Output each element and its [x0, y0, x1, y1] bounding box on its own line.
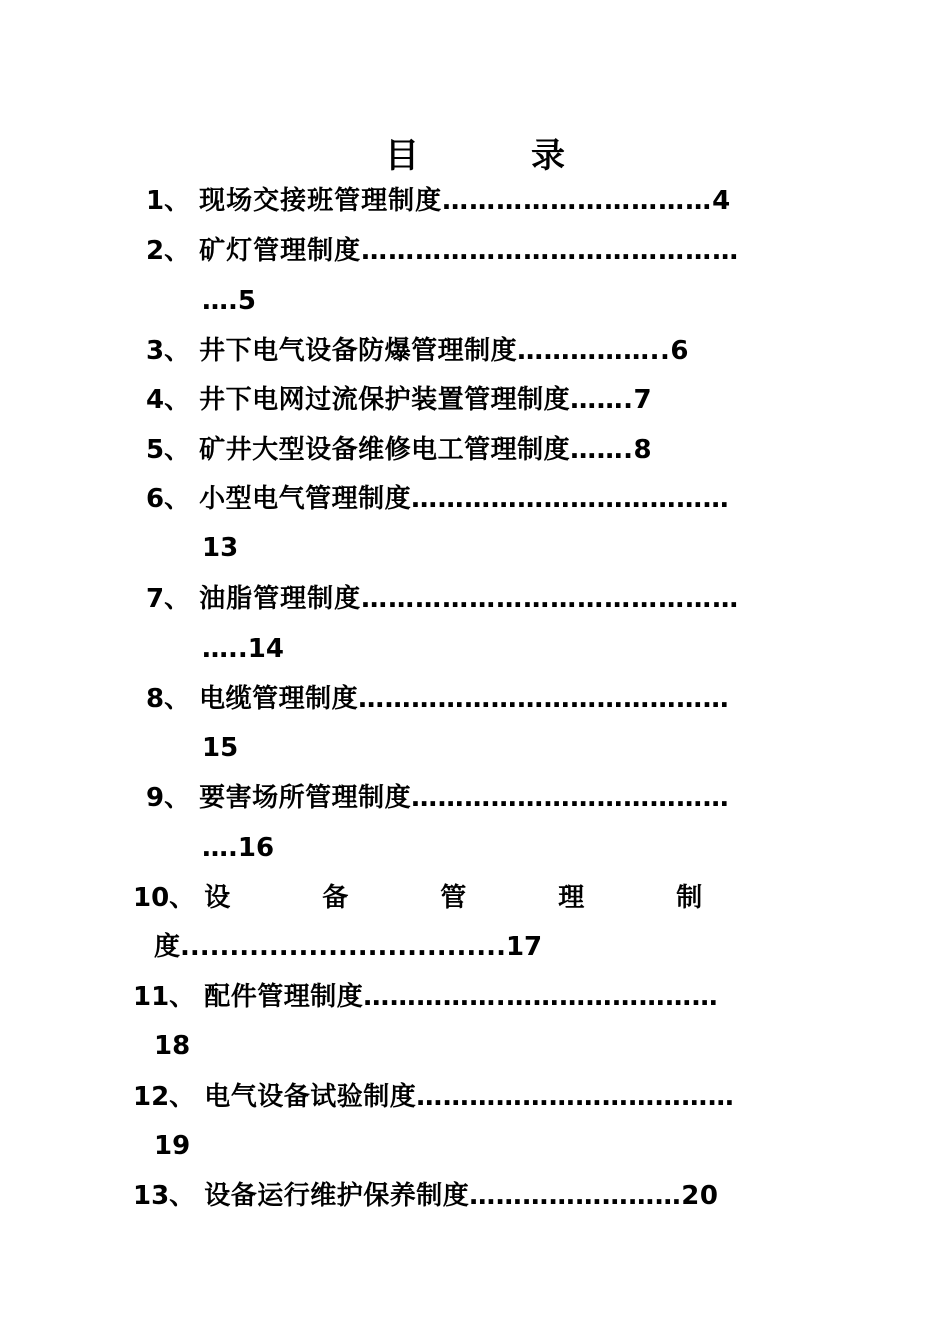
- toc-entry-7[interactable]: [146, 582, 739, 616]
- toc-entry-text: 小型电气管理制度………………………………: [199, 484, 730, 514]
- toc-entry-number: 3、: [146, 336, 191, 366]
- toc-entry-13[interactable]: [133, 1179, 718, 1213]
- toc-entry-text: 设备管理制: [204, 883, 795, 913]
- toc-entry-number: 11、: [133, 982, 196, 1012]
- toc-entry-11[interactable]: [133, 980, 718, 1014]
- toc-entry-text: 要害场所管理制度………………………………: [199, 783, 730, 813]
- toc-entry-text: 现场交接班管理制度…………………………4: [199, 186, 732, 216]
- toc-entry-number: 9、: [146, 783, 191, 813]
- toc-entry-text: 电缆管理制度……………………………………: [199, 684, 730, 714]
- toc-entry-9[interactable]: [146, 781, 729, 815]
- toc-entry-number: 6、: [146, 484, 191, 514]
- toc-entry-3[interactable]: [146, 334, 689, 368]
- toc-entry-number: 12、: [133, 1082, 196, 1112]
- toc-entry-number: 1、: [146, 186, 191, 216]
- toc-entry-text: 矿井大型设备维修电工管理制度…….8: [199, 435, 653, 465]
- toc-entry-10-continuation: 度.................................17: [154, 932, 543, 962]
- toc-entry-number: 8、: [146, 684, 191, 714]
- toc-entry-text: 配件管理制度…………….……………………: [204, 982, 719, 1012]
- toc-entry-number: 13、: [133, 1181, 196, 1211]
- toc-entry-text: 油脂管理制度……………………………………: [199, 584, 740, 614]
- toc-entry-2-continuation: ….5: [202, 286, 256, 316]
- toc-entry-12[interactable]: [133, 1080, 734, 1114]
- toc-entry-12-continuation: 19: [154, 1131, 191, 1161]
- toc-entry-2[interactable]: [146, 234, 739, 268]
- toc-entry-6-continuation: 13: [202, 533, 239, 563]
- toc-entry-8[interactable]: [146, 682, 729, 716]
- toc-entry-number: 4、: [146, 385, 191, 415]
- toc-entry-text: 井下电气设备防爆管理制度……………..6: [199, 336, 690, 366]
- toc-entry-8-continuation: 15: [202, 733, 239, 763]
- toc-title-char-2: 录: [531, 136, 565, 176]
- toc-entry-9-continuation: ….16: [202, 833, 275, 863]
- toc-entry-4[interactable]: [146, 383, 652, 417]
- toc-entry-7-continuation: …..14: [202, 634, 284, 664]
- toc-entry-number: 10、: [133, 883, 196, 913]
- toc-entry-11-continuation: 18: [154, 1031, 191, 1061]
- toc-entry-text: 电气设备试验制度………………………………: [204, 1082, 735, 1112]
- toc-entry-text: 井下电网过流保护装置管理制度…….7: [199, 385, 653, 415]
- toc-entry-number: 7、: [146, 584, 191, 614]
- toc-title: [0, 128, 950, 177]
- toc-title-char-1: 目: [385, 136, 419, 176]
- toc-entry-number: 2、: [146, 236, 191, 266]
- toc-entry-text: 设备运行维护保养制度……………………20: [204, 1181, 719, 1211]
- toc-entry-text: 矿灯管理制度……………………………………: [199, 236, 740, 266]
- toc-entry-6[interactable]: [146, 482, 729, 516]
- toc-entry-1[interactable]: [146, 184, 731, 218]
- toc-entry-5[interactable]: [146, 433, 652, 467]
- toc-entry-number: 5、: [146, 435, 191, 465]
- toc-entry-10[interactable]: [133, 881, 794, 915]
